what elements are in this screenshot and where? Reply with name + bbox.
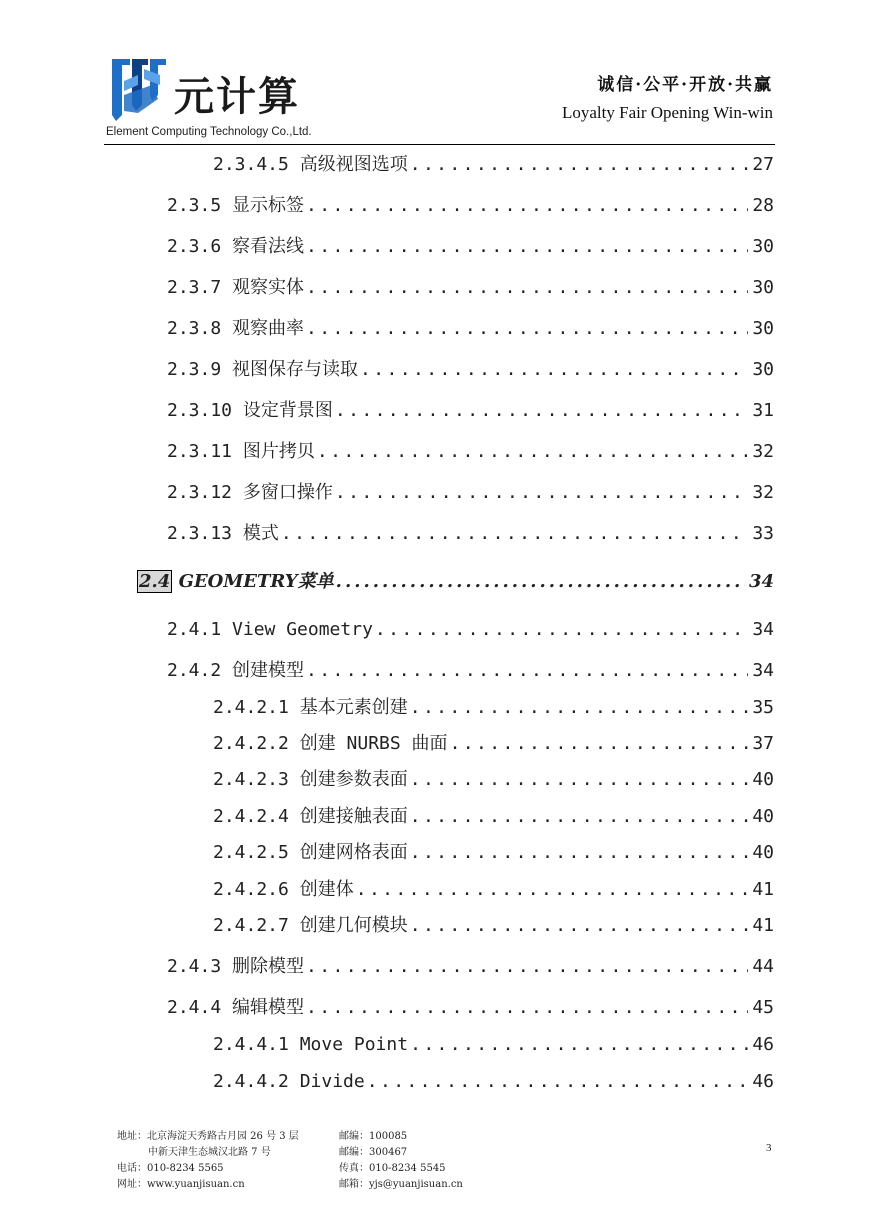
toc-entry[interactable] bbox=[213, 1070, 774, 1094]
toc-section-title: GEOMETRY菜单 bbox=[172, 571, 334, 592]
toc-entry-label: 2.4.2.5 创建网格表面 bbox=[213, 842, 408, 863]
footer-postcode-secondary: 邮编：300467 bbox=[339, 1147, 408, 1158]
toc-entry-page: 34 bbox=[752, 619, 774, 640]
toc-entry-label: 2.4.3 删除模型 bbox=[167, 956, 305, 977]
toc-entry-label bbox=[137, 570, 334, 594]
footer-address-secondary: 中新天津生态城汉北路 7 号 bbox=[148, 1147, 271, 1158]
toc-entry-page: 33 bbox=[752, 523, 774, 544]
toc-entry-page: 30 bbox=[752, 318, 774, 339]
toc-entry-page: 35 bbox=[752, 697, 774, 718]
toc-entry[interactable] bbox=[213, 1033, 774, 1057]
toc-entry-page: 31 bbox=[752, 400, 774, 421]
company-name: 元计算 bbox=[174, 74, 300, 120]
toc-leader-dots bbox=[281, 522, 748, 546]
toc-entry-page: 30 bbox=[752, 359, 774, 380]
footer-fax: 传真：010-8234 5545 bbox=[339, 1163, 446, 1174]
toc-entry-label: 2.4.2.1 基本元素创建 bbox=[213, 697, 408, 718]
toc-entry-label: 2.3.7 观察实体 bbox=[167, 277, 305, 298]
toc-leader-dots bbox=[410, 914, 749, 938]
company-logo bbox=[106, 55, 316, 145]
toc-entry-page: 27 bbox=[752, 154, 774, 175]
toc-section-number: 2.4 bbox=[139, 571, 171, 592]
toc-entry[interactable] bbox=[213, 878, 774, 902]
toc-entry[interactable] bbox=[213, 153, 774, 177]
company-motto-english: Loyalty Fair Opening Win-win bbox=[562, 103, 773, 122]
footer-email[interactable]: 邮箱：yjs@yuanjisuan.cn bbox=[339, 1179, 463, 1190]
toc-entry-page: 32 bbox=[752, 441, 774, 462]
toc-leader-dots bbox=[410, 696, 749, 720]
toc-entry[interactable] bbox=[213, 841, 774, 865]
toc-entry[interactable] bbox=[167, 996, 774, 1020]
toc-entry[interactable] bbox=[167, 659, 774, 683]
toc-leader-dots bbox=[306, 235, 748, 259]
toc-entry-label: 2.4.2.7 创建几何模块 bbox=[213, 915, 408, 936]
toc-entry-page: 41 bbox=[752, 915, 774, 936]
toc-entry-page: 34 bbox=[748, 571, 774, 592]
toc-entry-page: 46 bbox=[752, 1071, 774, 1092]
logo-mark-icon bbox=[108, 55, 170, 125]
toc-entry[interactable] bbox=[213, 732, 774, 756]
toc-entry-label: 2.4.2.2 创建 NURBS 曲面 bbox=[213, 733, 448, 754]
toc-entry-page: 34 bbox=[752, 660, 774, 681]
toc-entry[interactable] bbox=[213, 914, 774, 938]
toc-entry-page: 30 bbox=[752, 236, 774, 257]
toc-entry-label: 2.4.4.2 Divide bbox=[213, 1071, 365, 1092]
toc-entry-label: 2.4.4.1 Move Point bbox=[213, 1034, 409, 1055]
toc-entry[interactable] bbox=[167, 317, 774, 341]
toc-leader-dots bbox=[356, 878, 749, 902]
toc-entry-label: 2.3.12 多窗口操作 bbox=[167, 482, 333, 503]
toc-leader-dots bbox=[410, 841, 749, 865]
toc-leader-dots bbox=[410, 805, 749, 829]
toc-entry-label: 2.3.13 模式 bbox=[167, 523, 279, 544]
toc-entry-label: 2.3.10 设定背景图 bbox=[167, 400, 333, 421]
toc-entry-label: 2.3.9 视图保存与读取 bbox=[167, 359, 359, 380]
toc-entry-label: 2.3.4.5 高级视图选项 bbox=[213, 154, 408, 175]
toc-entry-page: 46 bbox=[752, 1034, 774, 1055]
toc-entry[interactable] bbox=[167, 618, 774, 642]
toc-entry[interactable] bbox=[167, 955, 774, 979]
page-number: 3 bbox=[766, 1142, 772, 1154]
toc-leader-dots bbox=[360, 358, 748, 382]
toc-entry[interactable] bbox=[167, 440, 774, 464]
toc-entry-page: 44 bbox=[752, 956, 774, 977]
toc-entry-page: 41 bbox=[752, 879, 774, 900]
company-motto: 诚信·公平·开放·共赢 bbox=[597, 75, 773, 95]
toc-entry-page: 37 bbox=[752, 733, 774, 754]
toc-entry[interactable] bbox=[213, 696, 774, 720]
company-english-name: Element Computing Technology Co.,Ltd. bbox=[106, 126, 312, 138]
footer-address: 地址：北京海淀天秀路古月园 26 号 3 层 bbox=[117, 1131, 299, 1142]
toc-entry-label: 2.4.2.6 创建体 bbox=[213, 879, 354, 900]
toc-entry[interactable] bbox=[167, 276, 774, 300]
toc-entry[interactable] bbox=[167, 522, 774, 546]
footer-postcode: 邮编：100085 bbox=[339, 1131, 408, 1142]
footer-phone: 电话：010-8234 5565 bbox=[117, 1163, 224, 1174]
toc-entry[interactable] bbox=[213, 768, 774, 792]
toc-entry[interactable] bbox=[167, 399, 774, 423]
toc-entry[interactable] bbox=[167, 481, 774, 505]
toc-entry[interactable] bbox=[167, 194, 774, 218]
toc-leader-dots bbox=[410, 153, 749, 177]
toc-leader-dots bbox=[317, 440, 748, 464]
header-divider bbox=[104, 144, 775, 145]
toc-entry-section[interactable] bbox=[137, 570, 774, 594]
toc-leader-dots bbox=[306, 194, 748, 218]
toc-entry-label: 2.3.5 显示标签 bbox=[167, 195, 305, 216]
toc-entry[interactable] bbox=[167, 358, 774, 382]
toc-leader-dots bbox=[450, 732, 749, 756]
toc-entry-page: 32 bbox=[752, 482, 774, 503]
toc-leader-dots bbox=[306, 659, 748, 683]
toc-leader-dots bbox=[410, 768, 749, 792]
toc-leader-dots bbox=[306, 955, 748, 979]
toc-entry-page: 40 bbox=[752, 769, 774, 790]
toc-leader-dots bbox=[410, 1033, 748, 1057]
toc-leader-dots bbox=[335, 481, 748, 505]
toc-entry-page: 28 bbox=[752, 195, 774, 216]
toc-entry-label: 2.4.1 View Geometry bbox=[167, 619, 373, 640]
toc-entry[interactable] bbox=[167, 235, 774, 259]
toc-leader-dots bbox=[375, 618, 748, 642]
toc-entry-label: 2.4.2.3 创建参数表面 bbox=[213, 769, 408, 790]
toc-entry-page: 45 bbox=[752, 997, 774, 1018]
toc-leader-dots bbox=[367, 1070, 749, 1094]
toc-entry-page: 40 bbox=[752, 806, 774, 827]
toc-leader-dots bbox=[306, 996, 748, 1020]
toc-entry-page: 40 bbox=[752, 842, 774, 863]
toc-leader-dots bbox=[335, 399, 748, 423]
toc-entry-label: 2.4.2.4 创建接触表面 bbox=[213, 806, 408, 827]
toc-entry-page: 30 bbox=[752, 277, 774, 298]
toc-leader-dots bbox=[336, 570, 745, 594]
toc-entry-label: 2.3.6 察看法线 bbox=[167, 236, 305, 257]
toc-entry-label: 2.3.8 观察曲率 bbox=[167, 318, 305, 339]
toc-leader-dots bbox=[306, 276, 748, 300]
toc-entry-label: 2.4.2 创建模型 bbox=[167, 660, 305, 681]
footer-website[interactable]: 网址：www.yuanjisuan.cn bbox=[117, 1179, 245, 1190]
toc-entry-label: 2.4.4 编辑模型 bbox=[167, 997, 305, 1018]
toc-leader-dots bbox=[306, 317, 748, 341]
toc-entry-label: 2.3.11 图片拷贝 bbox=[167, 441, 315, 462]
toc-entry[interactable] bbox=[213, 805, 774, 829]
